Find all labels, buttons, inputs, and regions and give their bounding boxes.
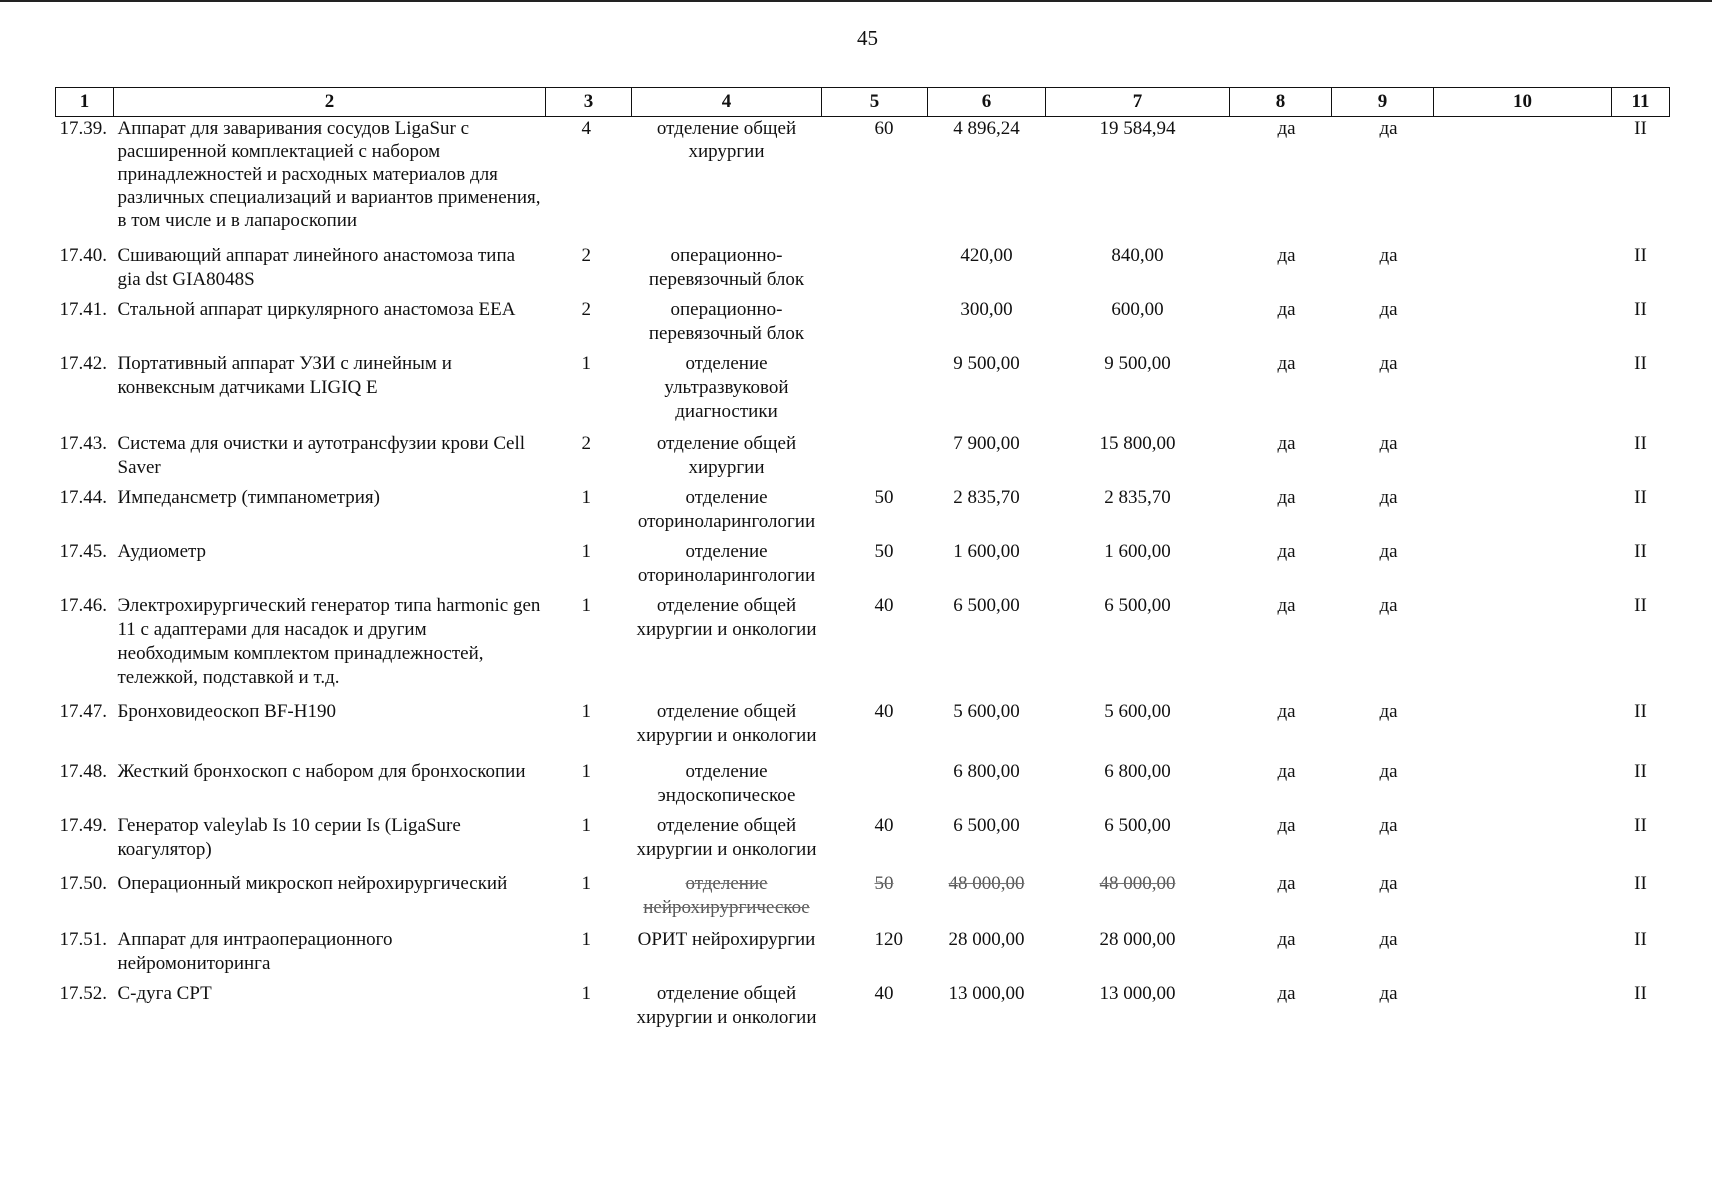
column-8-value: да [1277,245,1296,266]
column-header: 8 [1230,88,1332,117]
column-9-value: да [1379,487,1398,508]
equipment-name: Портативный аппарат УЗИ с линейным и конвексным датчиками LIGIQ E [117,353,452,398]
total-price: 2 835,70 [1104,487,1171,508]
table-row [56,117,1670,233]
equipment-name: Система для очистки и аутотрансфузии крови Cell Saver [117,433,526,478]
column-8-value: да [1277,487,1296,508]
row-number: 17.41. [59,299,107,320]
column-8-value: да [1277,353,1296,374]
quantity: 1 [581,929,591,950]
quantity: 2 [581,299,591,320]
quantity: 1 [581,595,591,616]
table-row [56,588,1670,690]
equipment-name: Аппарат для интраоперационного нейромониторинга [117,929,393,974]
column-header: 4 [632,88,822,117]
column-10-value [1434,232,1612,292]
total-price: 5 600,00 [1104,701,1171,722]
total-price: 6 500,00 [1104,815,1171,836]
wear-percent: 60 [874,118,894,139]
column-9-value: да [1379,929,1398,950]
quantity: 2 [581,245,591,266]
wear-percent [822,424,928,480]
equipment-name: Стальной аппарат циркулярного анастомоза EEA [117,299,516,320]
column-9-value: да [1379,983,1398,1004]
column-8-value: да [1277,118,1296,139]
equipment-name: Аппарат для заваривания сосудов LigaSur с расширенной комплектацией с набором принадлежностей и расходных материалов для различных специализаций и вариантов применения, в том числе и в лапароскопии [117,118,541,231]
column-8-value: да [1277,701,1296,722]
page-top-rule [0,0,1712,2]
risk-class: II [1634,118,1647,139]
column-10-value [1434,292,1612,346]
column-header: 3 [546,88,632,117]
risk-class: II [1634,983,1647,1004]
total-price: 1 600,00 [1104,541,1171,562]
column-10-value [1434,534,1612,588]
risk-class: II [1634,353,1647,374]
table-row [56,292,1670,346]
column-header: 10 [1434,88,1612,117]
row-number: 17.43. [59,433,107,454]
unit-price: 4 896,24 [953,118,1020,139]
risk-class: II [1634,873,1647,894]
column-8-value: да [1277,983,1296,1004]
total-price: 48 000,00 [1099,873,1176,894]
quantity: 1 [581,487,591,508]
quantity: 1 [581,541,591,562]
table-row [56,862,1670,920]
quantity: 1 [581,701,591,722]
row-number: 17.40. [59,245,107,266]
column-10-value [1434,690,1612,748]
table-row [56,690,1670,748]
unit-price: 48 000,00 [948,873,1025,894]
column-8-value: да [1277,595,1296,616]
wear-percent: 40 [874,983,894,1004]
risk-class: II [1634,701,1647,722]
wear-percent: 120 [874,929,903,950]
equipment-name: С-дуга СРТ [117,983,212,1004]
total-price: 840,00 [1111,245,1164,266]
equipment-table [55,87,1670,1030]
column-header: 2 [114,88,546,117]
wear-percent [822,748,928,808]
column-9-value: да [1379,595,1398,616]
table-body [56,117,1670,1031]
department: отделение общей хирургии [656,433,797,478]
column-header: 9 [1332,88,1434,117]
total-price: 9 500,00 [1104,353,1171,374]
department: отделение оториноларингологии [637,487,816,532]
wear-percent [822,232,928,292]
column-9-value: да [1379,701,1398,722]
column-8-value: да [1277,541,1296,562]
table-row [56,920,1670,976]
equipment-name: Операционный микроскоп нейрохирургический [117,873,508,894]
wear-percent: 40 [874,815,894,836]
quantity: 4 [581,118,591,139]
column-9-value: да [1379,118,1398,139]
equipment-name: Электрохирургический генератор типа harmonic gen 11 с адаптерами для насадок и другим необходимым комплектом принадлежностей, тележкой, подставкой и т.д. [117,595,541,688]
column-8-value: да [1277,299,1296,320]
department: отделение нейрохирургическое [643,873,810,918]
row-number: 17.50. [59,873,107,894]
column-header: 11 [1612,88,1670,117]
column-10-value [1434,862,1612,920]
column-header: 7 [1046,88,1230,117]
row-number: 17.39. [59,118,107,139]
column-8-value: да [1277,761,1296,782]
total-price: 6 800,00 [1104,761,1171,782]
risk-class: II [1634,929,1647,950]
quantity: 1 [581,761,591,782]
total-price: 19 584,94 [1099,118,1176,139]
wear-percent [822,346,928,424]
column-10-value [1434,588,1612,690]
department: ОРИТ нейрохирургии [637,929,816,950]
column-9-value: да [1379,541,1398,562]
department: операционно-перевязочный блок [648,245,805,290]
row-number: 17.44. [59,487,107,508]
department: отделение общей хирургии и онкологии [636,701,817,746]
unit-price: 6 800,00 [953,761,1020,782]
column-8-value: да [1277,433,1296,454]
column-9-value: да [1379,353,1398,374]
row-number: 17.49. [59,815,107,836]
department: отделение общей хирургии и онкологии [636,815,817,860]
row-number: 17.46. [59,595,107,616]
department: операционно-перевязочный блок [648,299,805,344]
quantity: 1 [581,983,591,1004]
total-price: 600,00 [1111,299,1164,320]
department: отделение оториноларингологии [637,541,816,586]
column-8-value: да [1277,815,1296,836]
column-9-value: да [1379,299,1398,320]
risk-class: II [1634,245,1647,266]
header-row [56,88,1670,117]
column-9-value: да [1379,761,1398,782]
total-price: 6 500,00 [1104,595,1171,616]
table-row [56,346,1670,424]
unit-price: 6 500,00 [953,815,1020,836]
risk-class: II [1634,815,1647,836]
quantity: 1 [581,873,591,894]
unit-price: 6 500,00 [953,595,1020,616]
total-price: 28 000,00 [1099,929,1176,950]
total-price: 15 800,00 [1099,433,1176,454]
unit-price: 13 000,00 [948,983,1025,1004]
row-number: 17.42. [59,353,107,374]
risk-class: II [1634,595,1647,616]
table-row [56,480,1670,534]
unit-price: 9 500,00 [953,353,1020,374]
column-header: 6 [928,88,1046,117]
column-9-value: да [1379,815,1398,836]
department: отделение общей хирургии и онкологии [636,983,817,1028]
department: отделение общей хирургии и онкологии [636,595,817,640]
column-10-value [1434,424,1612,480]
unit-price: 300,00 [960,299,1013,320]
column-10-value [1434,976,1612,1030]
column-9-value: да [1379,245,1398,266]
wear-percent: 40 [874,595,894,616]
table-row [56,748,1670,808]
column-9-value: да [1379,433,1398,454]
table-row [56,232,1670,292]
risk-class: II [1634,761,1647,782]
row-number: 17.52. [59,983,107,1004]
column-10-value [1434,480,1612,534]
equipment-name: Аудиометр [117,541,207,562]
column-header: 5 [822,88,928,117]
table-row [56,976,1670,1030]
column-10-value [1434,346,1612,424]
table-row [56,808,1670,862]
column-8-value: да [1277,929,1296,950]
risk-class: II [1634,541,1647,562]
quantity: 2 [581,433,591,454]
unit-price: 7 900,00 [953,433,1020,454]
total-price: 13 000,00 [1099,983,1176,1004]
risk-class: II [1634,299,1647,320]
unit-price: 1 600,00 [953,541,1020,562]
column-header: 1 [56,88,114,117]
column-10-value [1434,117,1612,233]
wear-percent: 50 [874,487,894,508]
department: отделение общей хирургии [656,118,797,162]
quantity: 1 [581,353,591,374]
row-number: 17.48. [59,761,107,782]
unit-price: 2 835,70 [953,487,1020,508]
wear-percent: 40 [874,701,894,722]
wear-percent: 50 [874,541,894,562]
row-number: 17.45. [59,541,107,562]
department: отделение эндоскопическое [657,761,796,806]
unit-price: 28 000,00 [948,929,1025,950]
equipment-name: Импедансметр (тимпанометрия) [117,487,380,508]
page-number: 45 [857,26,878,50]
wear-percent [822,292,928,346]
wear-percent: 50 [874,873,894,894]
row-number: 17.51. [59,929,107,950]
column-10-value [1434,920,1612,976]
equipment-name: Жесткий бронхоскоп с набором для бронхоскопии [117,761,526,782]
equipment-name: Бронховидеоскоп BF-H190 [117,701,336,722]
equipment-name: Сшивающий аппарат линейного анастомоза типа gia dst GIA8048S [117,245,516,290]
risk-class: II [1634,433,1647,454]
column-8-value: да [1277,873,1296,894]
column-10-value [1434,748,1612,808]
unit-price: 5 600,00 [953,701,1020,722]
department: отделение ультразвуковой диагностики [664,353,789,422]
column-9-value: да [1379,873,1398,894]
column-10-value [1434,808,1612,862]
equipment-name: Генератор valeylab Is 10 серии Is (LigaSure коагулятор) [117,815,461,860]
unit-price: 420,00 [960,245,1013,266]
risk-class: II [1634,487,1647,508]
table-row [56,534,1670,588]
row-number: 17.47. [59,701,107,722]
quantity: 1 [581,815,591,836]
table-row [56,424,1670,480]
